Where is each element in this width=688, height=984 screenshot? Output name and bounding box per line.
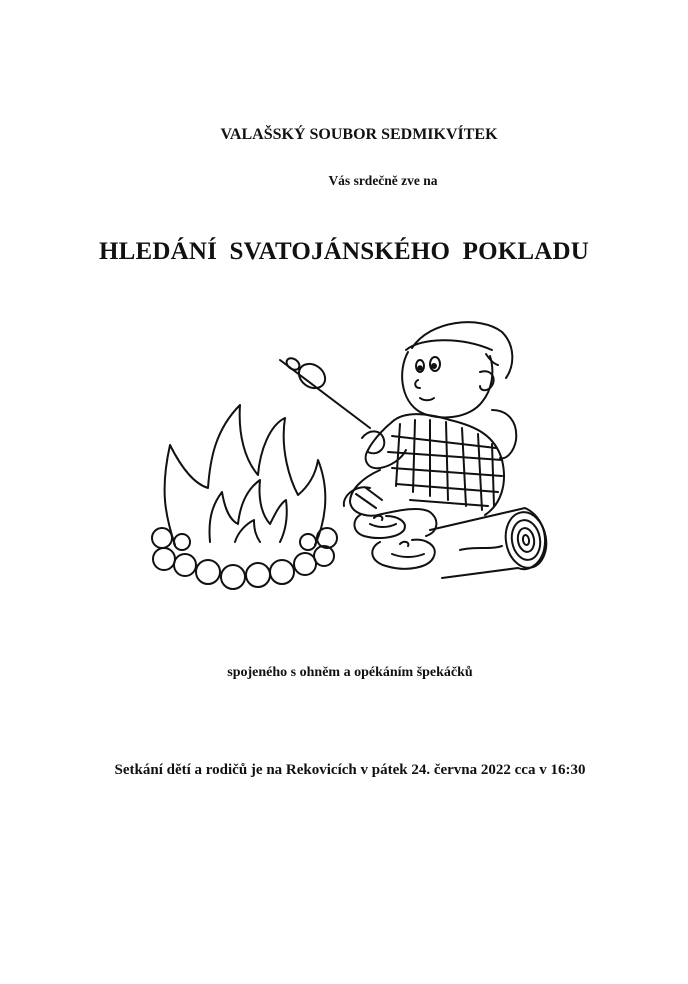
invite-line: Vás srdečně zve na bbox=[328, 173, 438, 188]
event-title: HLEDÁNÍ SVATOJÁNSKÉHO POKLADU bbox=[98, 238, 590, 265]
event-details: Setkání dětí a rodičů je na Rekovicích v pátek 24. června 2022 cca v 16:30 bbox=[114, 762, 586, 778]
organizer-heading: VALAŠSKÝ SOUBOR SEDMIKVÍTEK bbox=[220, 126, 498, 143]
campfire-illustration-icon bbox=[130, 310, 560, 595]
event-subtitle: spojeného s ohněm a opékáním špekáčků bbox=[227, 665, 473, 680]
